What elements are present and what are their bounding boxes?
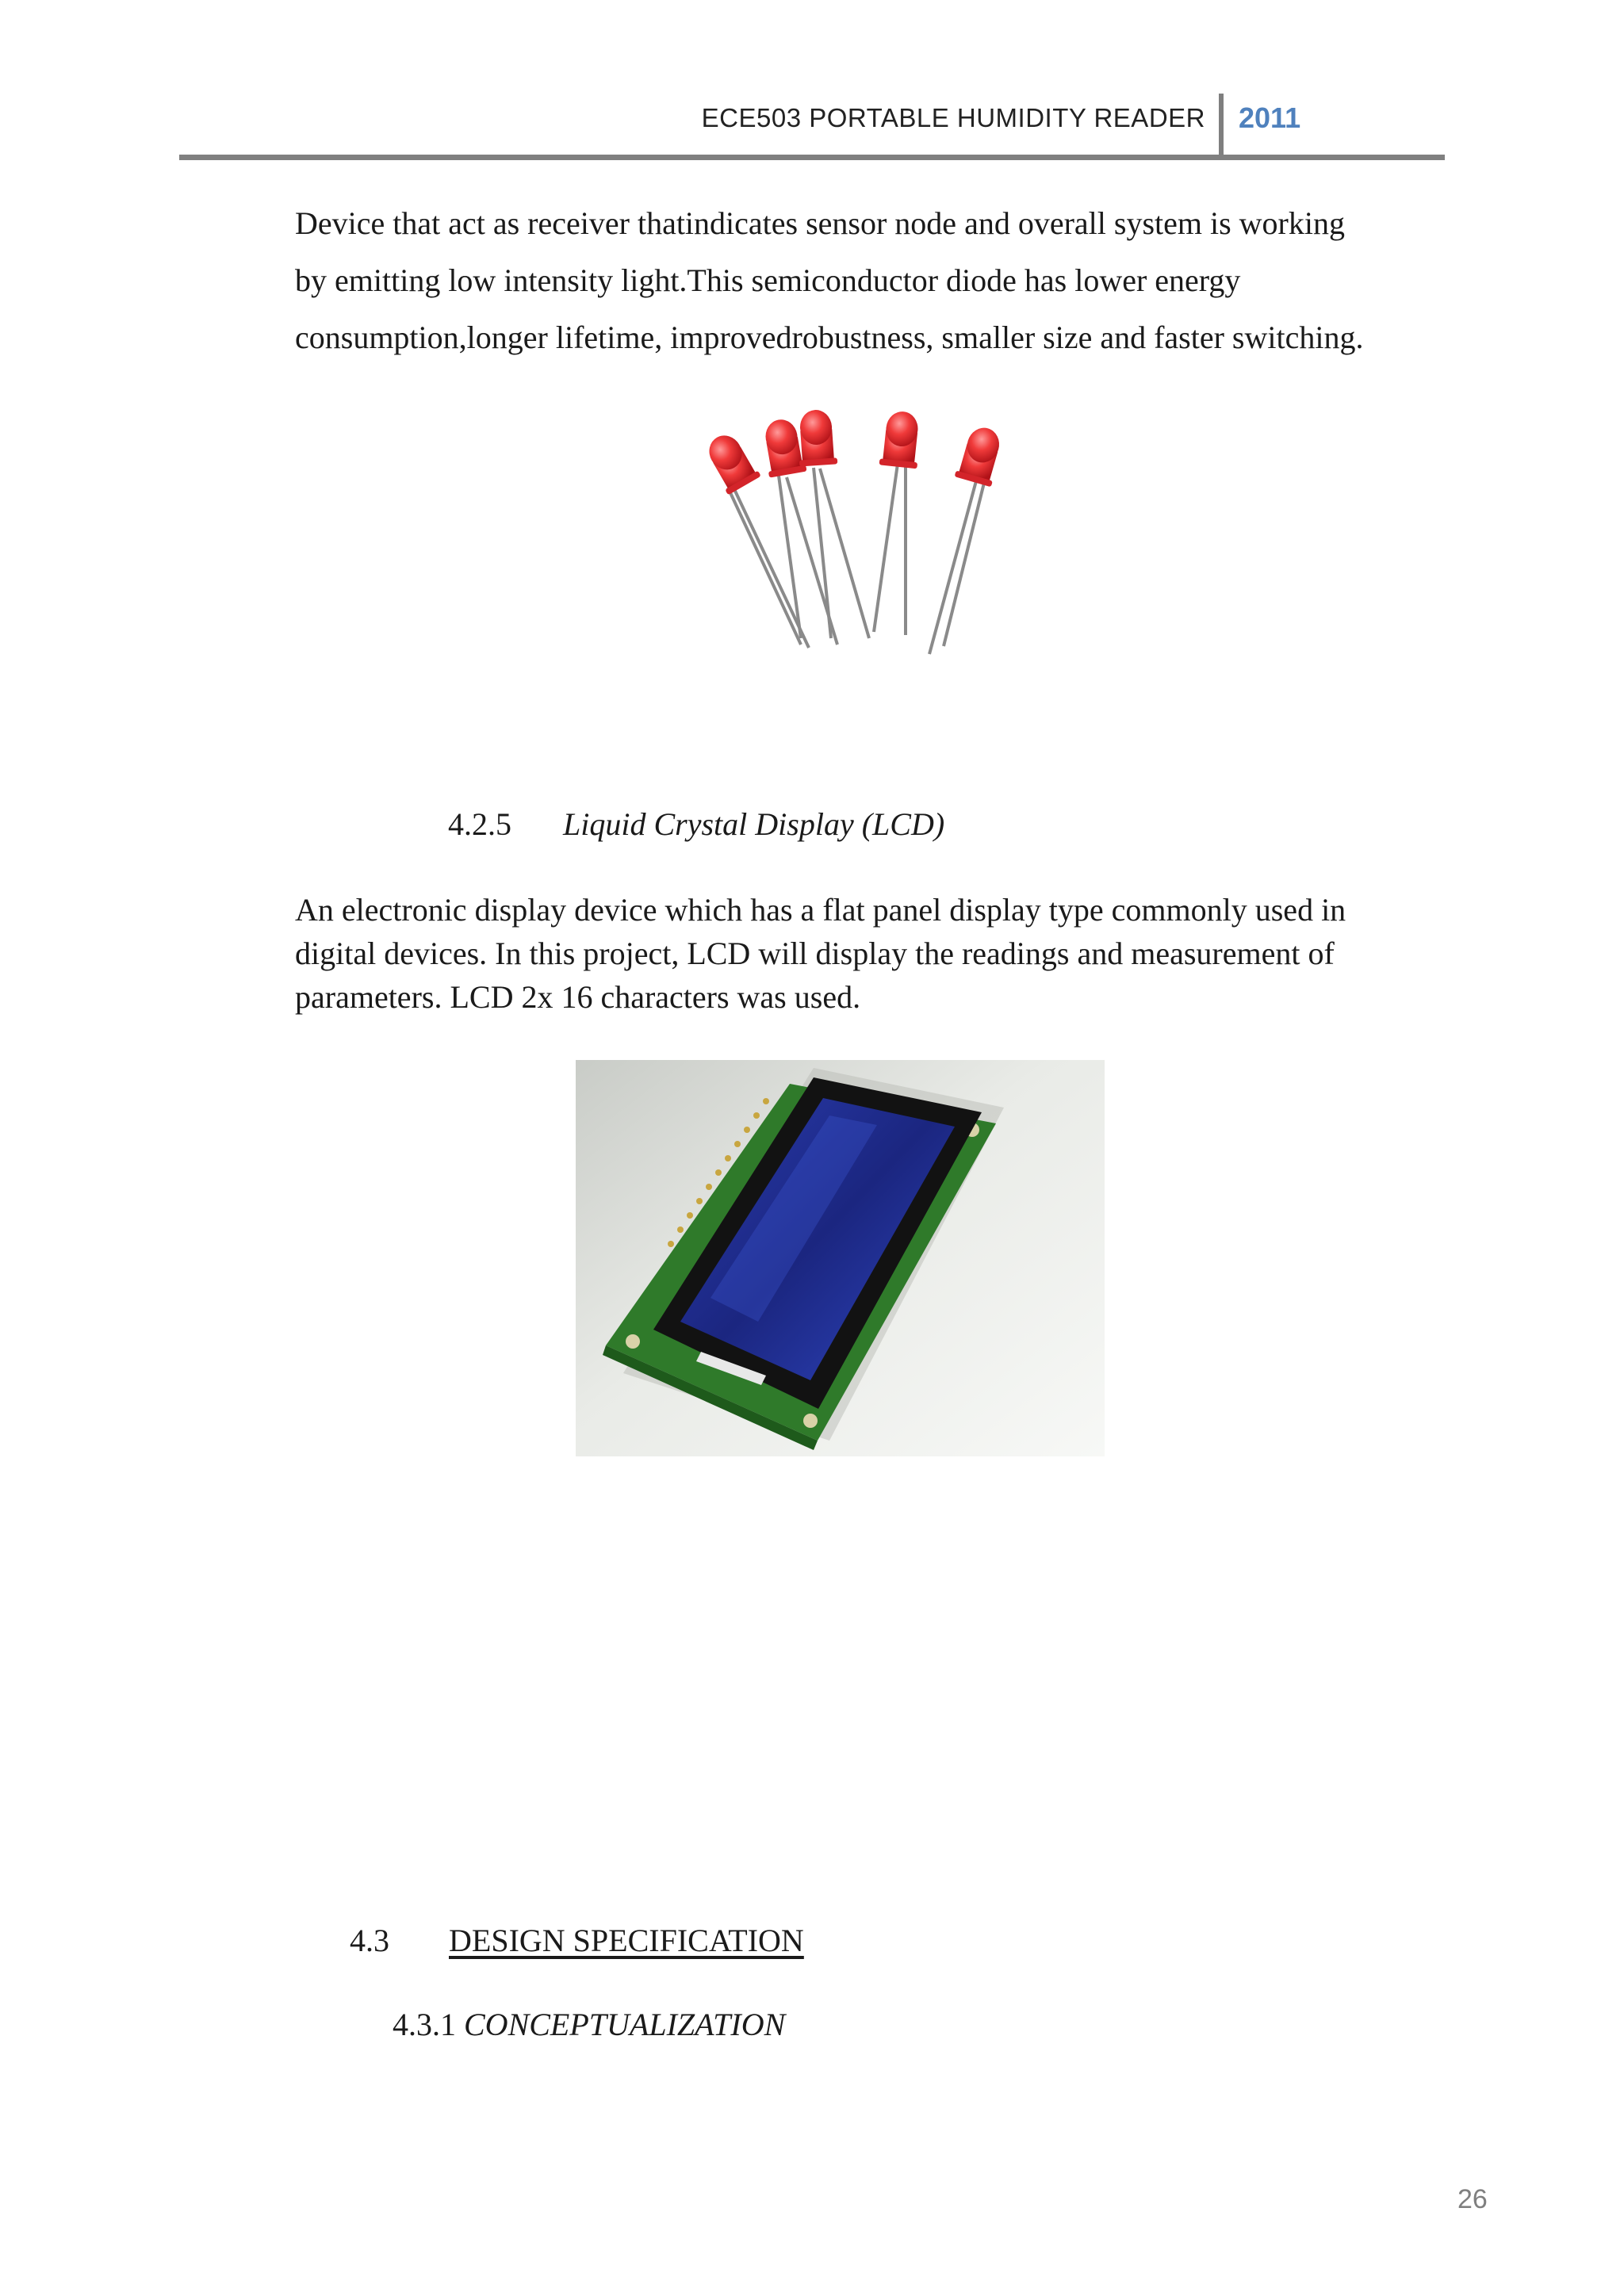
section-heading-4-3-1 — [393, 2006, 785, 2043]
header-title: ECE503 PORTABLE HUMIDITY READER — [701, 103, 1205, 132]
section-heading-4-3 — [350, 1922, 804, 1959]
section-title: CONCEPTUALIZATION — [464, 2007, 786, 2042]
section-number: 4.3 — [350, 1923, 389, 1958]
lcd-photo-illustration — [576, 1060, 1105, 1456]
paragraph-line: Device that act as receiver thatindicates sensor node and overall system is working — [295, 205, 1345, 241]
section-title: DESIGN SPECIFICATION — [449, 1923, 804, 1958]
lcd-figure — [576, 1060, 1105, 1456]
header-rule — [179, 155, 1445, 160]
paragraph-line: consumption,longer lifetime, improvedrobustness, smaller size and faster switching. — [295, 320, 1364, 355]
paragraph-line: An electronic display device which has a flat panel display type commonly used in — [295, 892, 1346, 928]
paragraph-line: digital devices. In this project, LCD will display the readings and measurement of — [295, 936, 1335, 971]
led-bodies — [700, 408, 1006, 495]
led-figure — [682, 400, 1031, 670]
led-body — [879, 410, 923, 469]
lcd-description-paragraph — [295, 888, 1389, 1019]
led-body — [796, 408, 838, 466]
section-title: Liquid Crystal Display (LCD) — [563, 806, 945, 842]
led-body — [760, 416, 806, 477]
header-divider — [1219, 94, 1224, 157]
section-number: 4.3.1 — [393, 2007, 456, 2042]
led-legs — [728, 464, 985, 654]
led-body — [955, 423, 1006, 488]
section-number: 4.2.5 — [448, 806, 511, 842]
led-body — [700, 428, 761, 496]
paragraph-line: by emitting low intensity light.This semiconductor diode has lower energy — [295, 262, 1241, 298]
header-year: 2011 — [1239, 101, 1301, 134]
led-description-paragraph — [295, 195, 1389, 366]
page-number: 26 — [1457, 2184, 1488, 2214]
led-illustration — [682, 400, 1031, 670]
section-heading-4-2-5 — [448, 806, 944, 843]
paragraph-line: parameters. LCD 2x 16 characters was used. — [295, 979, 861, 1015]
